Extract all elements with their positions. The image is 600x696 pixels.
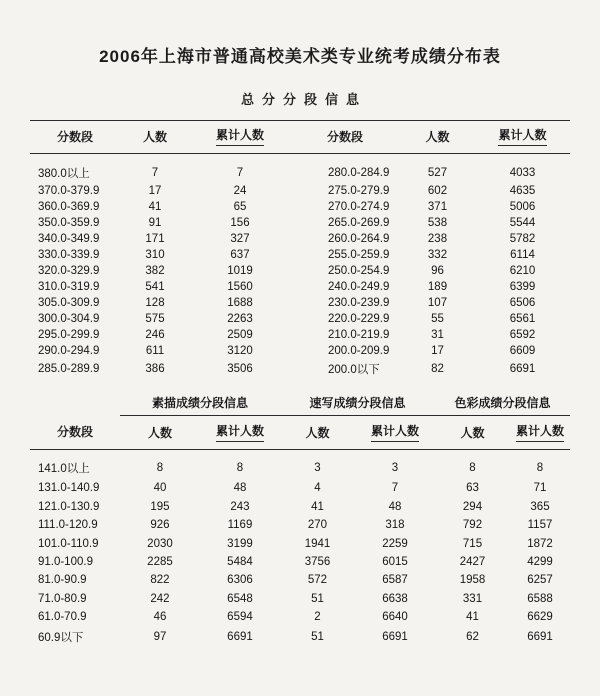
count-cell: 3506 — [227, 363, 253, 375]
subject-score-table — [30, 391, 570, 649]
count-cell: 51 — [311, 631, 324, 644]
empty-corner-cell — [30, 391, 120, 416]
score-range-cell: 300.0-304.9 — [38, 313, 100, 325]
count-cell: 6257 — [527, 574, 553, 587]
table-row — [30, 199, 570, 215]
total-score-table — [30, 120, 570, 379]
count-cell: 107 — [427, 297, 448, 309]
count-cell: 7 — [391, 482, 399, 495]
count-cell: 8 — [469, 462, 476, 474]
count-cell: 382 — [145, 265, 165, 277]
count-cell: 41 — [148, 201, 162, 213]
count-cell: 17 — [148, 185, 162, 197]
count-cell: 6691 — [227, 631, 253, 644]
count-cell: 246 — [145, 329, 165, 341]
score-range-cell: 285.0-289.9 — [38, 363, 100, 375]
table-row — [30, 359, 570, 379]
count-cell: 1941 — [304, 537, 331, 550]
count-cell: 538 — [427, 217, 448, 229]
count-cell: 6015 — [382, 555, 408, 568]
count-cell: 365 — [530, 500, 550, 513]
count-cell: 5006 — [509, 201, 536, 213]
count-cell: 1019 — [227, 265, 253, 277]
count-cell: 5782 — [509, 233, 536, 245]
count-cell: 1958 — [459, 574, 486, 587]
group-title-sketch: 素描成绩分段信息 — [120, 391, 280, 416]
count-cell: 332 — [427, 249, 448, 261]
count-cell: 6691 — [509, 363, 536, 375]
count-cell: 318 — [385, 519, 405, 532]
count-cell: 602 — [427, 185, 448, 197]
score-range-cell: 370.0-379.9 — [38, 185, 100, 197]
header-quicksketch-count: 人数 — [305, 425, 330, 440]
table-row — [30, 498, 570, 516]
count-cell: 6548 — [227, 592, 253, 605]
count-cell: 24 — [233, 185, 247, 197]
count-cell: 715 — [462, 537, 483, 550]
score-range-cell: 141.0以上 — [37, 463, 90, 475]
count-cell: 270 — [307, 519, 328, 532]
count-cell: 91 — [148, 217, 162, 229]
score-range-cell: 131.0-140.9 — [37, 482, 100, 495]
count-cell: 6592 — [509, 329, 536, 341]
count-cell: 62 — [466, 631, 479, 644]
header-cumulative-left — [190, 121, 290, 154]
count-cell: 63 — [466, 482, 479, 495]
count-cell: 6691 — [527, 631, 553, 644]
table-row — [30, 327, 570, 343]
count-cell: 3199 — [227, 537, 253, 550]
header-quicksketch-cumulative-label: 累计人数 — [371, 422, 419, 442]
table-row — [30, 154, 570, 184]
count-cell: 611 — [145, 345, 165, 357]
group-title-color: 色彩成绩分段信息 — [435, 391, 570, 416]
count-cell: 1157 — [527, 519, 553, 532]
count-cell: 6114 — [510, 249, 535, 261]
count-cell: 541 — [145, 281, 165, 293]
count-cell: 97 — [153, 631, 167, 644]
score-range-cell: 81.0-90.9 — [37, 574, 87, 587]
table-row — [30, 215, 570, 231]
count-cell: 8 — [156, 462, 164, 474]
count-cell: 96 — [431, 265, 444, 277]
score-range-cell: 340.0-349.9 — [38, 233, 100, 245]
table-row — [30, 343, 570, 359]
count-cell: 4 — [314, 482, 321, 495]
score-range-cell: 350.0-359.9 — [38, 217, 100, 229]
count-cell: 55 — [431, 313, 444, 325]
score-range-cell: 270.0-274.9 — [328, 201, 390, 213]
header-sketch-cumulative — [200, 416, 280, 450]
score-range-cell: 255.0-259.9 — [328, 249, 390, 261]
count-cell: 2427 — [459, 555, 486, 568]
header-cumulative-right — [475, 121, 570, 154]
score-range-cell: 295.0-299.9 — [38, 329, 100, 341]
page-title: 2006年上海市普通高校美术类专业统考成绩分布表 — [99, 47, 501, 66]
count-cell: 242 — [150, 592, 170, 605]
header-score-range-left: 分数段 — [56, 129, 93, 144]
score-range-cell: 380.0以上 — [38, 168, 90, 180]
group-title-quicksketch: 速写成绩分段信息 — [280, 391, 435, 416]
count-cell: 82 — [431, 363, 444, 375]
count-cell: 575 — [145, 313, 165, 325]
count-cell: 2259 — [382, 537, 408, 550]
score-range-cell: 71.0-80.9 — [37, 592, 87, 605]
count-cell: 6588 — [527, 592, 553, 605]
count-cell: 4635 — [509, 185, 536, 197]
table-row — [30, 553, 570, 571]
count-cell: 327 — [230, 233, 250, 245]
count-cell: 4299 — [527, 555, 553, 568]
table-row — [30, 247, 570, 263]
count-cell: 1872 — [527, 537, 553, 550]
count-cell: 17 — [431, 345, 444, 357]
table-row — [30, 589, 570, 607]
subject-table-body — [30, 450, 570, 649]
count-cell: 371 — [427, 201, 448, 213]
table-row — [30, 608, 570, 626]
count-cell: 8 — [536, 462, 544, 474]
table-row — [30, 479, 570, 497]
score-range-cell: 200.0以下 — [328, 364, 380, 376]
header-sketch-count: 人数 — [147, 425, 172, 440]
count-cell: 2030 — [147, 537, 173, 550]
count-cell: 41 — [311, 500, 324, 513]
count-cell: 3 — [391, 462, 399, 474]
score-range-cell: 60.9以下 — [37, 632, 84, 645]
score-range-cell: 230.0-239.9 — [328, 297, 390, 309]
score-range-cell: 265.0-269.9 — [328, 217, 390, 229]
header-cumulative-right-label: 累计人数 — [498, 126, 546, 146]
score-range-cell: 320.0-329.9 — [38, 265, 100, 277]
count-cell: 3 — [314, 462, 321, 474]
count-cell: 65 — [233, 201, 247, 213]
count-cell: 6640 — [382, 611, 408, 623]
header-count-right: 人数 — [425, 129, 450, 144]
count-cell: 2509 — [227, 329, 253, 341]
header-quicksketch-cumulative — [355, 416, 435, 450]
header-count-left: 人数 — [142, 129, 167, 144]
count-cell: 243 — [230, 500, 250, 513]
table-row — [30, 450, 570, 480]
count-cell: 572 — [307, 574, 328, 587]
score-range-cell: 220.0-229.9 — [328, 313, 390, 325]
score-range-cell: 121.0-130.9 — [37, 500, 100, 513]
total-table-header-row — [30, 121, 570, 154]
count-cell: 5544 — [509, 217, 536, 229]
count-cell: 48 — [388, 500, 402, 513]
count-cell: 156 — [230, 217, 250, 229]
subject-table-header-row — [30, 416, 570, 450]
score-range-cell: 275.0-279.9 — [328, 185, 390, 197]
total-section-title: 总分分段信息 — [240, 92, 367, 107]
count-cell: 31 — [431, 329, 444, 341]
count-cell: 331 — [462, 592, 483, 605]
count-cell: 6506 — [509, 297, 536, 309]
count-cell: 171 — [145, 233, 165, 245]
table-row — [30, 183, 570, 199]
count-cell: 6210 — [509, 265, 536, 277]
count-cell: 2263 — [227, 313, 253, 325]
count-cell: 6691 — [382, 631, 408, 644]
count-cell: 792 — [462, 519, 483, 532]
header-sketch-cumulative-label: 累计人数 — [216, 422, 264, 442]
count-cell: 6399 — [509, 281, 536, 293]
count-cell: 1688 — [227, 297, 253, 309]
count-cell: 6629 — [527, 611, 553, 623]
count-cell: 822 — [150, 574, 170, 587]
count-cell: 6587 — [382, 574, 408, 587]
table-row — [30, 263, 570, 279]
count-cell: 2285 — [147, 555, 173, 568]
score-range-cell: 101.0-110.9 — [37, 537, 99, 550]
count-cell: 4033 — [509, 167, 536, 179]
table-row — [30, 311, 570, 327]
count-cell: 71 — [533, 482, 547, 495]
count-cell: 6561 — [509, 313, 536, 325]
subject-group-title-row — [30, 391, 570, 416]
count-cell: 527 — [427, 167, 448, 179]
table-row — [30, 626, 570, 648]
count-cell: 294 — [462, 500, 483, 513]
count-cell: 5484 — [227, 555, 253, 568]
count-cell: 1169 — [227, 519, 253, 532]
score-range-cell: 111.0-120.9 — [37, 519, 98, 532]
total-table-body — [30, 154, 570, 380]
table-row — [30, 279, 570, 295]
header-color-count: 人数 — [460, 425, 485, 440]
count-cell: 3120 — [227, 345, 253, 357]
score-range-cell: 91.0-100.9 — [37, 555, 93, 568]
header-cumulative-left-label: 累计人数 — [216, 126, 264, 146]
count-cell: 6638 — [382, 592, 408, 605]
count-cell: 51 — [311, 592, 324, 605]
count-cell: 238 — [427, 233, 448, 245]
score-range-cell: 260.0-264.9 — [328, 233, 390, 245]
count-cell: 46 — [153, 611, 167, 623]
count-cell: 6609 — [509, 345, 536, 357]
count-cell: 3756 — [304, 555, 331, 568]
table-row — [30, 571, 570, 589]
score-range-cell: 250.0-254.9 — [328, 265, 390, 277]
header-score-range-right: 分数段 — [326, 129, 363, 144]
table-row — [30, 231, 570, 247]
score-range-cell: 61.0-70.9 — [37, 611, 87, 623]
count-cell: 386 — [145, 363, 165, 375]
count-cell: 40 — [153, 482, 167, 495]
count-cell: 6306 — [227, 574, 253, 587]
count-cell: 310 — [145, 249, 165, 261]
score-range-cell: 210.0-219.9 — [328, 329, 390, 341]
score-range-cell: 280.0-284.9 — [328, 167, 390, 179]
score-range-cell: 360.0-369.9 — [38, 201, 100, 213]
score-range-cell: 290.0-294.9 — [38, 345, 100, 357]
count-cell: 7 — [236, 167, 244, 179]
score-range-cell: 305.0-309.9 — [38, 297, 100, 309]
header-color-cumulative — [510, 416, 570, 450]
header-color-cumulative-label: 累计人数 — [516, 422, 564, 442]
count-cell: 2 — [314, 611, 321, 623]
count-cell: 195 — [150, 500, 170, 513]
count-cell: 48 — [233, 482, 247, 495]
score-range-cell: 330.0-339.9 — [38, 249, 100, 261]
count-cell: 7 — [151, 167, 159, 179]
count-cell: 189 — [427, 281, 448, 293]
count-cell: 6594 — [227, 611, 253, 623]
header-score-range: 分数段 — [56, 425, 93, 440]
table-row — [30, 295, 570, 311]
count-cell: 1560 — [227, 281, 253, 293]
score-range-cell: 240.0-249.9 — [328, 281, 390, 293]
table-row — [30, 534, 570, 552]
count-cell: 8 — [236, 462, 244, 474]
count-cell: 637 — [230, 249, 250, 261]
table-row — [30, 516, 570, 534]
score-range-cell: 310.0-319.9 — [38, 281, 100, 293]
count-cell: 128 — [145, 297, 165, 309]
score-range-cell: 200.0-209.9 — [328, 345, 390, 357]
count-cell: 41 — [466, 611, 479, 623]
count-cell: 926 — [150, 519, 170, 532]
